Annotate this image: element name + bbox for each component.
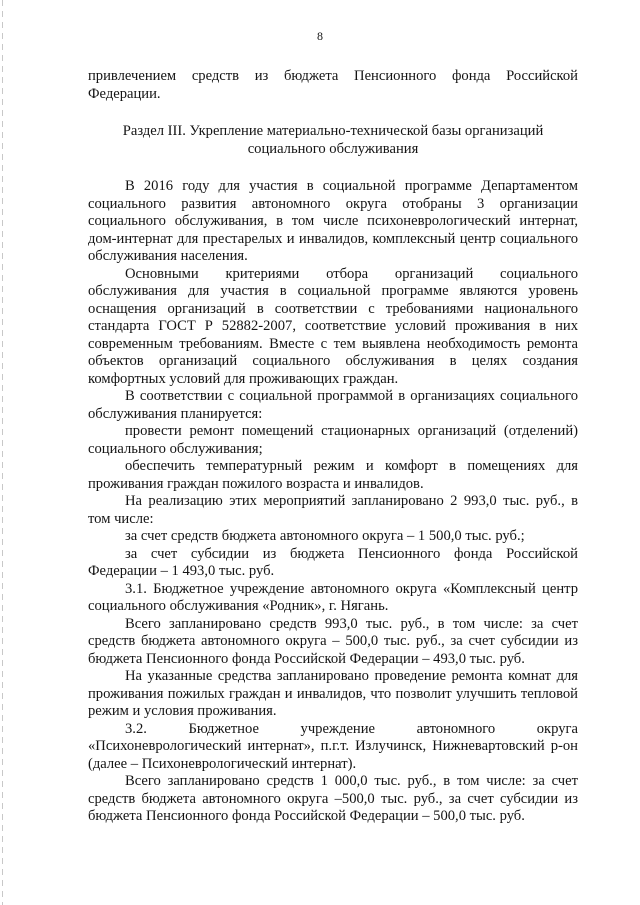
list-item: за счет средств бюджета автономного округа – 1 500,0 тыс. руб.;: [125, 528, 525, 544]
subsection-heading: 3.2. Бюджетное учреждение автономного округа «Психоневрологический интернат», п.г.т. Излучинск, Нижневартовский р-он (далее – Психоневрологический интернат).: [88, 720, 578, 772]
list-item: обеспечить температурный режим и комфорт в помещениях для проживания граждан пожилого возраста и инвалидов.: [88, 458, 578, 492]
scan-edge-artifact: [2, 0, 3, 905]
paragraph: Основными критериями отбора организаций социального обслуживания для участия в социальной программе являются уровень оснащения организаций в соответствии с требованиями национального стандарта ГОСТ Р 52882-2007, соответствие условий проживания в них современным требованиям. Вместе с тем выявлена необходимость ремонта объектов организаций социального обслуживания в целях создания комфортных условий для проживающих граждан.: [88, 265, 578, 387]
paragraph: В 2016 году для участия в социальной программе Департаментом социального развития автономного округа отобраны 3 организации социального обслуживания, в том числе психоневрологический интернат, дом-интернат для престарелых и инвалидов, комплексный центр социального обслуживания населения.: [88, 178, 578, 264]
paragraph: Всего запланировано средств 1 000,0 тыс. руб., в том числе: за счет средств бюджета автономного округа –500,0 тыс. руб., за счет субсидии из бюджета Пенсионного фонда Российской Федерации – 500,0 тыс. руб.: [88, 773, 578, 824]
list-item: провести ремонт помещений стационарных организаций (отделений) социального обслуживания;: [88, 423, 578, 457]
paragraph: На указанные средства запланировано проведение ремонта комнат для проживания пожилых граждан и инвалидов, что позволит улучшить тепловой режим и условия проживания.: [88, 668, 578, 719]
paragraph: В соответствии с социальной программой в организациях социального обслуживания планируется:: [88, 388, 578, 422]
subsection-heading: 3.1. Бюджетное учреждение автономного округа «Комплексный центр социального обслуживания «Родник», г. Нягань.: [88, 580, 578, 614]
list-item: за счет субсидии из бюджета Пенсионного фонда Российской Федерации – 1 493,0 тыс. руб.: [88, 545, 578, 579]
page-number: 8: [317, 29, 323, 43]
paragraph: На реализацию этих мероприятий запланировано 2 993,0 тыс. руб., в том числе:: [88, 493, 578, 527]
document-body: [88, 68, 578, 826]
paragraph-continuation: привлечением средств из бюджета Пенсионного фонда Российской Федерации.: [88, 68, 578, 102]
section-heading: Раздел III. Укрепление материально-технической базы организаций социального обслуживания: [122, 123, 544, 157]
paragraph: Всего запланировано средств 993,0 тыс. руб., в том числе: за счет средств бюджета автономного округа – 500,0 тыс. руб., за счет субсидии из бюджета Пенсионного фонда Российской Федерации – 493,0 тыс. руб.: [88, 615, 578, 667]
